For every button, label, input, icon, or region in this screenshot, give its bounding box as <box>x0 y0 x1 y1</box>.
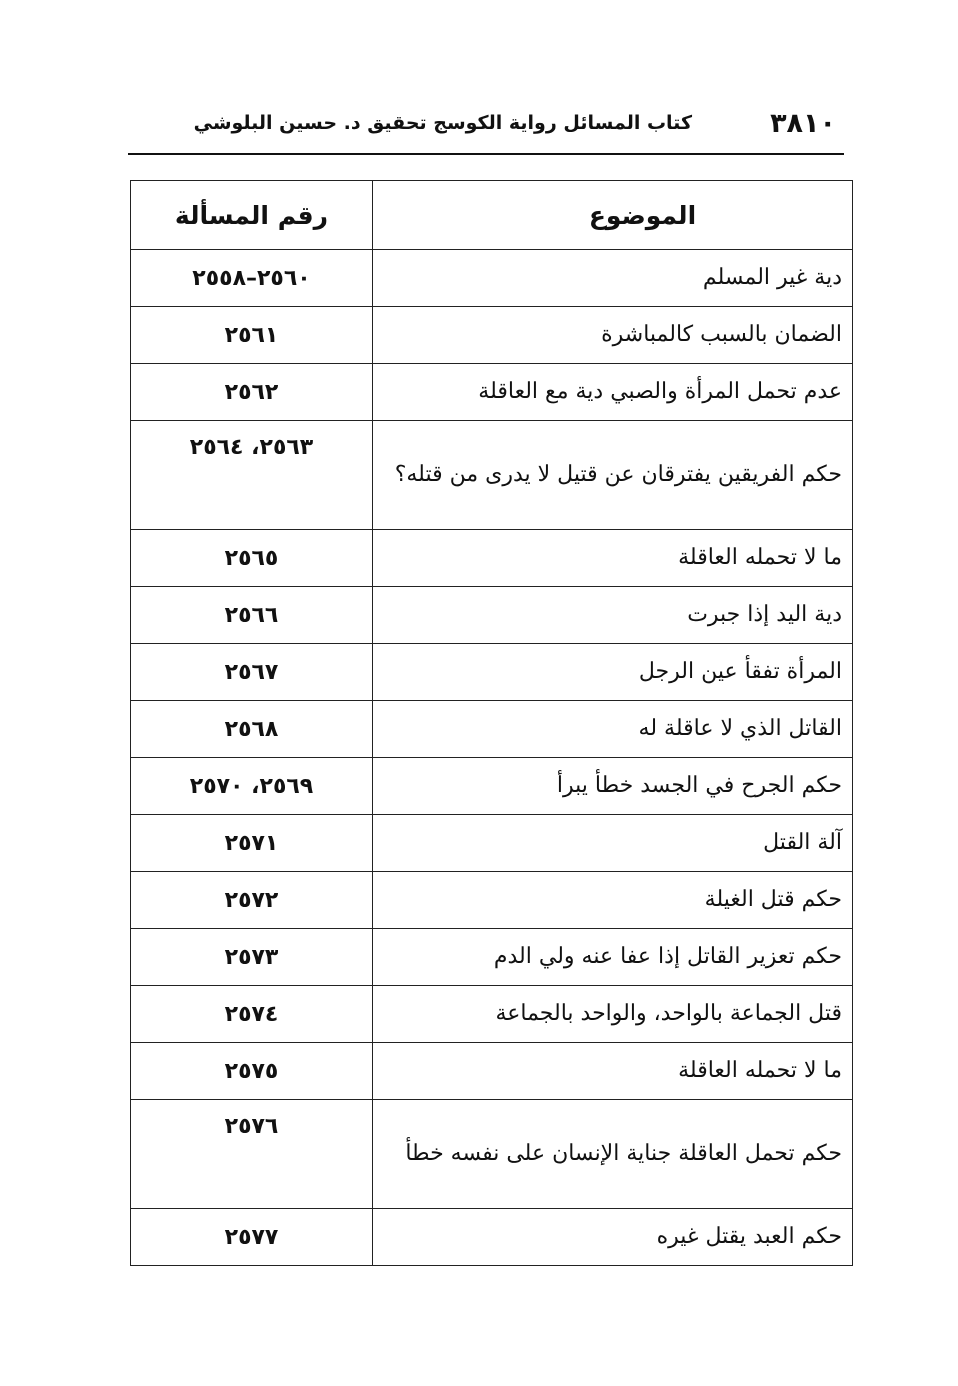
issue-number-cell: ٢٥٧٣ <box>131 929 373 986</box>
table-row <box>131 307 853 364</box>
column-header-issue-number: رقم المسألة <box>131 181 373 250</box>
issue-number-cell: ٢٥٦٣، ٢٥٦٤ <box>131 421 373 530</box>
header-divider <box>128 153 844 155</box>
issue-number-cell: ٢٥٦٩، ٢٥٧٠ <box>131 758 373 815</box>
issue-number-cell: ٢٥٧٦ <box>131 1100 373 1209</box>
topic-cell: حكم تعزير القاتل إذا عفا عنه ولي الدم <box>373 929 853 986</box>
table-row <box>131 644 853 701</box>
topic-cell: حكم قتل الغيلة <box>373 872 853 929</box>
topic-cell: المرأة تفقأ عين الرجل <box>373 644 853 701</box>
table-row <box>131 986 853 1043</box>
issue-number-cell: ٢٥٦٨ <box>131 701 373 758</box>
column-header-topic: الموضوع <box>373 181 853 250</box>
issue-number-cell: ٢٥٦١ <box>131 307 373 364</box>
issue-number-cell: ٢٥٦٠–٢٥٥٨ <box>131 250 373 307</box>
table-header-row <box>131 181 853 250</box>
table-row <box>131 364 853 421</box>
topic-cell: حكم تحمل العاقلة جناية الإنسان على نفسه خطأ <box>373 1100 853 1209</box>
table-row <box>131 587 853 644</box>
table-row <box>131 250 853 307</box>
issue-number-cell: ٢٥٦٦ <box>131 587 373 644</box>
topic-cell: ما لا تحمله العاقلة <box>373 530 853 587</box>
table-row <box>131 1043 853 1100</box>
topic-cell: آلة القتل <box>373 815 853 872</box>
issue-number-cell: ٢٥٦٥ <box>131 530 373 587</box>
issue-number-cell: ٢٥٧٢ <box>131 872 373 929</box>
table-row <box>131 421 853 530</box>
issue-number-cell: ٢٥٦٧ <box>131 644 373 701</box>
issue-number-cell: ٢٥٦٢ <box>131 364 373 421</box>
page-number: ٣٨١٠ <box>770 108 836 139</box>
table-row <box>131 1100 853 1209</box>
table-row <box>131 701 853 758</box>
topic-cell: دية غير المسلم <box>373 250 853 307</box>
issue-number-cell: ٢٥٧٥ <box>131 1043 373 1100</box>
issue-number-cell: ٢٥٧٤ <box>131 986 373 1043</box>
topic-cell: ما لا تحمله العاقلة <box>373 1043 853 1100</box>
table-row <box>131 530 853 587</box>
issue-number-cell: ٢٥٧١ <box>131 815 373 872</box>
page-header <box>128 108 844 148</box>
topic-cell: حكم الفريقين يفترقان عن قتيل لا يدرى من قتله؟ <box>373 421 853 530</box>
topic-cell: دية اليد إذا جبرت <box>373 587 853 644</box>
issue-number-cell: ٢٥٧٧ <box>131 1209 373 1266</box>
table-row <box>131 758 853 815</box>
index-table <box>130 180 853 1266</box>
topic-cell: عدم تحمل المرأة والصبي دية مع العاقلة <box>373 364 853 421</box>
table-row <box>131 1209 853 1266</box>
topic-cell: القاتل الذي لا عاقلة له <box>373 701 853 758</box>
topic-cell: حكم الجرح في الجسد خطأ يبرأ <box>373 758 853 815</box>
table-row <box>131 872 853 929</box>
topic-cell: حكم العبد يقتل غيره <box>373 1209 853 1266</box>
topic-cell: قتل الجماعة بالواحد، والواحد بالجماعة <box>373 986 853 1043</box>
topic-cell: الضمان بالسبب كالمباشرة <box>373 307 853 364</box>
running-title: كتاب المسائل رواية الكوسج تحقيق د. حسين البلوشي <box>193 112 692 134</box>
table-row <box>131 929 853 986</box>
table-row <box>131 815 853 872</box>
